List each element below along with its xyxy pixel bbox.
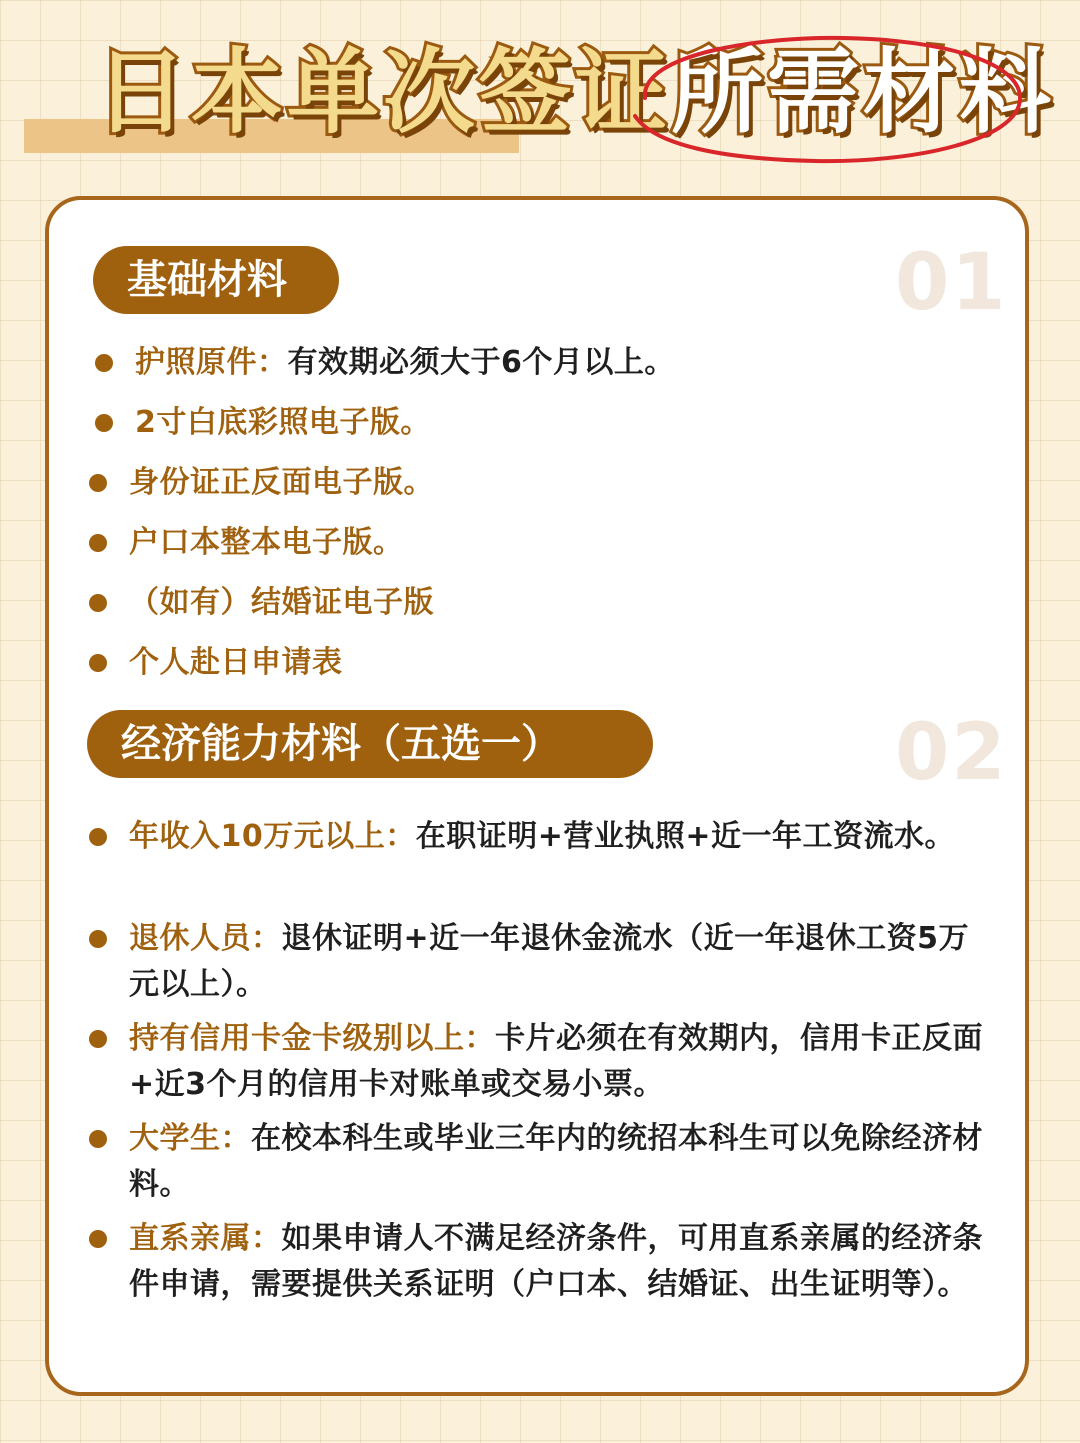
item-heading: 个人赴日申请表 <box>129 645 343 680</box>
item-body: 如果申请人不满足经济条件，可用直系亲属的经济条件申请，需要提供关系证明（户口本、结婚证、出生证明等）。 <box>129 1221 983 1302</box>
bullet-dot <box>89 1030 107 1048</box>
section-number-01: 01 <box>895 238 1008 328</box>
title-banner <box>0 0 1080 190</box>
item-heading: 年收入10万元以上： <box>129 819 416 854</box>
item-heading: 持有信用卡金卡级别以上： <box>129 1021 495 1056</box>
item-heading: 直系亲属： <box>129 1221 282 1256</box>
section-label-basic: 基础材料 <box>93 246 339 314</box>
item-heading: 护照原件： <box>135 345 288 380</box>
bullet-dot <box>89 474 107 492</box>
item-body: 有效期必须大于6个月以上。 <box>287 345 675 380</box>
item-body: 卡片必须在有效期内，信用卡正反面+近3个月的信用卡对账单或交易小票。 <box>129 1021 983 1102</box>
title-part-circled: 所需材料 <box>671 39 1056 146</box>
item-body: 退休证明+近一年退休金流水（近一年退休工资5万元以上）。 <box>129 921 970 1002</box>
bullet-dot <box>89 654 107 672</box>
item-heading: 大学生： <box>129 1121 251 1156</box>
bullet-dot <box>95 414 113 432</box>
bullet-dot <box>95 354 113 372</box>
page-title <box>95 38 1055 148</box>
section-number-02: 02 <box>895 708 1008 798</box>
bullet-dot <box>89 1130 107 1148</box>
materials-card <box>45 196 1029 1396</box>
item-heading: 退休人员： <box>129 921 282 956</box>
item-heading: （如有）结婚证电子版 <box>129 585 434 620</box>
item-heading: 2寸白底彩照电子版。 <box>135 405 431 440</box>
bullet-dot <box>89 594 107 612</box>
title-part-highlight: 日本单次签证 <box>95 39 672 146</box>
item-heading: 身份证正反面电子版。 <box>129 465 434 500</box>
item-body: 在职证明+营业执照+近一年工资流水。 <box>415 819 956 854</box>
section-label-financial: 经济能力材料（五选一） <box>87 710 653 778</box>
item-heading: 户口本整本电子版。 <box>129 525 404 560</box>
bullet-dot <box>89 534 107 552</box>
item-body: 在校本科生或毕业三年内的统招本科生可以免除经济材料。 <box>129 1121 983 1202</box>
bullet-dot <box>89 930 107 948</box>
bullet-dot <box>89 828 107 846</box>
bullet-dot <box>89 1230 107 1248</box>
